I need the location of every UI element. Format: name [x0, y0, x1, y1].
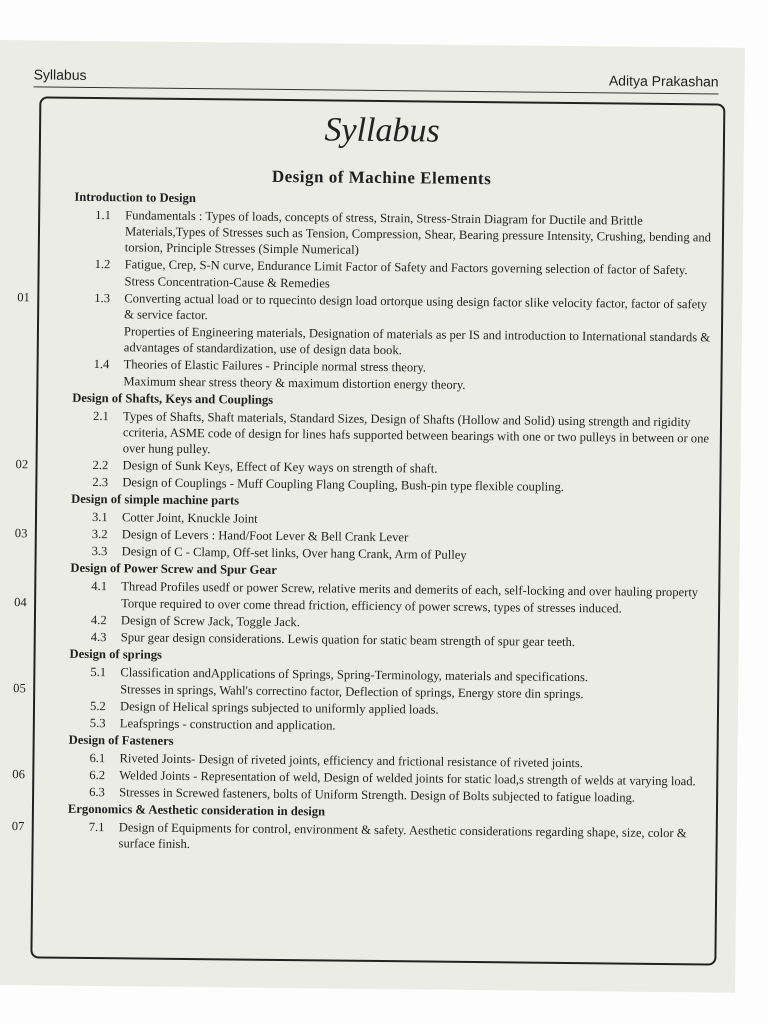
unit-number: 04: [14, 595, 27, 610]
item-text: Cotter Joint, Knuckle Joint: [121, 510, 258, 526]
item-text: Leafsprings - construction and application.: [119, 716, 336, 733]
item-text: Stress Concentration-Cause & Remedies: [124, 274, 330, 291]
item-text: Design of Screw Jack, Toggle Jack.: [120, 613, 300, 630]
item-text: Stresses in springs, Wahl's correctino factor, Deflection of springs, Energy store din springs.: [120, 682, 584, 702]
section-title: Introduction to Design: [74, 189, 196, 206]
item-text: Riveted Joints- Design of riveted joints, efficiency and frictional resistance of riveted joints.: [119, 751, 584, 771]
item-text: Design of Equipments for control, environment & safety. Aesthetic considerations regarding shape, size, color & surface finish.: [118, 820, 687, 852]
item-text: Design of Helical springs subjected to uniformly applied loads.: [119, 699, 439, 717]
section-title: Ergonomics & Aesthetic consideration in design: [67, 801, 326, 819]
item-text: Fundamentals : Types of loads, concepts of stress, Strain, Stress-Strain Diagram for Ductile and Brittle Materials,Types of Stresses such as Tension, Compression, Shear, Bearing pressure Intensity, Crushing, bending and torsion, Principle Stresses (Simple Numerical): [124, 208, 712, 257]
item-number: 5.3: [89, 715, 106, 731]
unit-number: 03: [14, 526, 28, 541]
item-number: 6.3: [89, 784, 105, 800]
section-title: Design of Shafts, Keys and Couplings: [72, 390, 274, 407]
unit-number: 01: [17, 290, 30, 305]
syllabus-content: [11, 188, 723, 858]
item-text: Design of C - Clamp, Off-set links, Over hang Crank, Arm of Pulley: [121, 544, 467, 562]
item-number: 3.1: [91, 509, 108, 525]
section-title: Design of simple machine parts: [71, 491, 240, 508]
section-title: Design of springs: [69, 646, 163, 662]
unit-number: 06: [12, 767, 25, 782]
item-number: 4.1: [91, 578, 108, 594]
item-text: Classification andApplications of Springs, Spring-Terminology, materials and specifications.: [120, 665, 589, 685]
item-text: Fatigue, Crep, S-N curve, Endurance Limit Factor of Safety and Factors governing selection of factor of Safety.: [124, 257, 688, 278]
unit-number: 07: [11, 819, 25, 834]
syllabus-item: [11, 818, 716, 857]
item-text: Converting actual load or to rquecinto design load ortorque using design factor slike velocity factor, factor of safety & service factor.: [124, 291, 708, 323]
item-text: Welded Joints - Representation of weld, Design of welded joints for static load,s strength of welds at varying load.: [119, 768, 696, 789]
item-number: 5.2: [89, 698, 106, 714]
header-left: Syllabus: [33, 66, 87, 83]
item-number: 6.2: [89, 767, 106, 783]
item-text: Design of Sunk Keys, Effect of Key ways on strength of shaft.: [122, 458, 438, 476]
item-number: 4.2: [90, 612, 107, 628]
course-title: Design of Machine Elements: [271, 166, 492, 189]
item-number: 2.3: [92, 474, 109, 490]
item-number: 1.4: [93, 356, 110, 372]
header-right: Aditya Prakashan: [608, 72, 719, 90]
syllabus-item: [38, 407, 720, 462]
item-text: Thread Profiles usedf or power Screw, relative merits and demerits of each, self-locking and over hauling property: [121, 579, 699, 600]
item-number: 1.1: [95, 208, 111, 223]
book-page: [0, 40, 745, 993]
item-text: Maximum shear stress theory & maximum distortion energy theory.: [123, 374, 466, 392]
page-title: Syllabus: [324, 111, 440, 150]
item-text: Torque required to over come thread friction, efficiency of power screws, types of stresses induced.: [121, 596, 622, 616]
item-text: Stresses in Screwed fasteners, bolts of Uniform Strength. Design of Bolts subjected to fatigue loading.: [119, 785, 636, 805]
syllabus-item: [40, 206, 722, 261]
item-number: 1.2: [94, 257, 111, 272]
section-title: Design of Fasteners: [68, 732, 174, 748]
syllabus-frame: [11, 96, 725, 965]
item-number: 1.3: [94, 291, 111, 306]
item-text: Design of Levers : Hand/Foot Lever & Bell Crank Lever: [121, 527, 409, 545]
item-number: 3.3: [91, 543, 108, 559]
item-text: Design of Couplings - Muff Coupling Flang Coupling, Bush-pin type flexible coupling.: [122, 475, 565, 494]
item-text: Types of Shafts, Shaft materials, Standard Sizes, Design of Shafts (Hollow and Solid) using strength and rigidity ccriteria, ASME code of design for lines hafs supported between bearings with one or two pulleys in between or one over hung pulley.: [122, 409, 710, 457]
item-number: 7.1: [88, 819, 105, 835]
unit-number: 05: [13, 681, 26, 696]
item-number: 5.1: [90, 664, 107, 680]
item-text: Theories of Elastic Failures - Principle normal stress theory.: [123, 357, 427, 375]
section-title: Design of Power Screw and Spur Gear: [70, 560, 277, 577]
item-number: 3.2: [91, 526, 108, 542]
item-text: Properties of Engineering materials, Designation of materials as per IS and introduction to International standards & advantages of standardization, use of design data book.: [123, 324, 711, 358]
item-text: Spur gear design considerations. Lewis quation for static beam strength of spur gear teeth.: [120, 630, 576, 650]
item-number: 4.3: [90, 629, 107, 645]
running-header: [34, 62, 719, 94]
item-number: 2.2: [92, 457, 109, 473]
item-number: 2.1: [92, 408, 109, 424]
unit-number: 02: [15, 457, 29, 472]
item-number: 6.1: [89, 750, 106, 766]
